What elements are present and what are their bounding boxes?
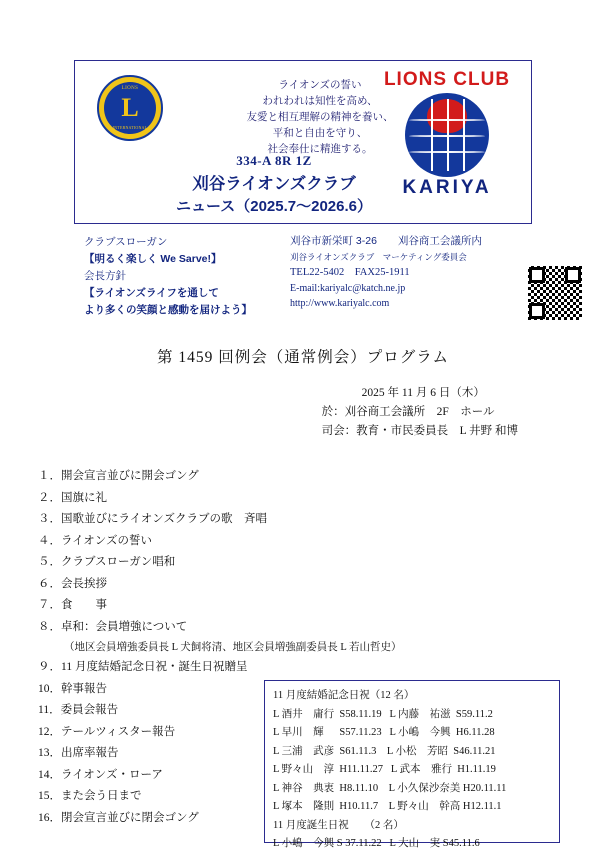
agenda-no-14: 14． xyxy=(38,768,61,781)
pledge-line-1: われわれは知性を高め、 xyxy=(262,95,378,107)
agenda-item-9 xyxy=(38,657,458,679)
agenda-item-1 xyxy=(38,466,458,488)
agenda-text-13: 出席率報告 xyxy=(61,747,119,759)
wedding-row-2: L 早川 輝 S57.11.23 L 小嶋 今興 H6.11.28 xyxy=(273,727,495,738)
pledge-line-3: 平和と自由を守り、 xyxy=(272,127,368,139)
agenda-text-11: 委員会報告 xyxy=(60,704,119,716)
page-title: 第 1459 回例会（通常例会）プログラム xyxy=(156,349,450,366)
agenda-no-9: ９． xyxy=(38,661,61,673)
agenda-item-7 xyxy=(38,595,458,617)
emblem-inner xyxy=(104,82,156,134)
meeting-chair: 司会：教育・市民委員長 L 井野 和博 xyxy=(321,425,518,437)
agenda-no-8: ８． xyxy=(38,620,61,633)
agenda-no-10: 10． xyxy=(38,682,61,695)
header-box xyxy=(74,60,532,224)
address-line-1: 刈谷市新栄町 3-26 刈谷商工会議所内 xyxy=(290,235,482,247)
address-email[interactable]: E-mail:kariyalc@katch.ne.jp xyxy=(290,282,406,294)
pledge-line-0: ライオンズの誓い xyxy=(278,79,362,91)
agenda-no-13: 13． xyxy=(38,747,61,759)
lions-international-emblem-icon xyxy=(97,75,163,141)
agenda-no-3: ３． xyxy=(38,513,61,525)
slogan-text-2a: 【ライオンズライフを通して xyxy=(84,287,219,299)
address-tel-fax: TEL22-5402 FAX25-1911 xyxy=(290,267,410,278)
slogan-label-2: 会長方針 xyxy=(84,270,126,282)
agenda-text-7: 食 事 xyxy=(61,599,107,611)
agenda-text-8: 卓和：会員増強について xyxy=(61,620,188,633)
wedding-anniversary-header: 11 月度結婚記念日祝（12 名） xyxy=(273,690,415,701)
club-address-block xyxy=(290,234,505,312)
agenda-item-8 xyxy=(38,617,458,639)
agenda-item-8-note: （地区会員増強委員長 L 犬飼将清、地区会員増強副委員長 L 若山哲史） xyxy=(64,642,402,653)
agenda-text-4: ライオンズの誓い xyxy=(61,534,152,547)
address-url[interactable]: http://www.kariyalc.com xyxy=(290,298,390,309)
club-name: 刈谷ライオンズクラブ xyxy=(192,175,356,193)
globe-lion-icon xyxy=(405,93,489,177)
agenda-text-3: 国歌並びにライオンズクラブの歌 斉唱 xyxy=(61,513,267,525)
wedding-row-1: L 酒井 庸行 S58.11.19 L 内藤 祐滋 S59.11.2 xyxy=(273,708,493,720)
qr-finder-bottom-left xyxy=(529,303,545,319)
meeting-meta xyxy=(322,384,518,441)
globe-longitude-3 xyxy=(463,99,465,171)
slogan-label-1: クラブスローガン xyxy=(84,236,168,248)
logo-kariya-text: KARIYA xyxy=(402,177,492,198)
agenda-text-12: テールツィスター報告 xyxy=(61,725,176,738)
agenda-text-2: 国旗に礼 xyxy=(61,491,107,504)
club-news-line: ニュース（2025.7～2026.6） xyxy=(175,198,372,215)
agenda-item-3 xyxy=(38,509,458,531)
agenda-no-6: ６． xyxy=(38,577,61,590)
globe-longitude-1 xyxy=(447,99,449,171)
agenda-text-16: 閉会宣言並びに閉会ゴング xyxy=(61,811,199,824)
logo-lions-club-text: LIONS CLUB xyxy=(383,69,511,90)
meeting-place: 於：刈谷商工会議所 2F ホール xyxy=(321,406,495,418)
agenda-item-4 xyxy=(38,531,458,553)
birthday-row-1: L 小嶋 今興 S 37.11.22 L 大山 実 S45.11.6 xyxy=(273,838,480,849)
agenda-item-2 xyxy=(38,488,458,510)
pledge-line-2: 友愛と相互理解の精神を養い、 xyxy=(246,111,394,123)
anniversary-box xyxy=(264,680,560,849)
agenda-text-6: 会長挨拶 xyxy=(61,577,107,590)
agenda-no-2: ２． xyxy=(38,491,61,504)
agenda-no-1: １． xyxy=(38,470,61,482)
agenda-no-12: 12． xyxy=(38,725,61,738)
agenda-text-10: 幹事報告 xyxy=(61,682,107,695)
emblem-bottom-text: INTERNATIONAL xyxy=(112,125,148,130)
agenda-item-6 xyxy=(38,574,458,596)
agenda-no-7: ７． xyxy=(38,599,61,611)
wedding-row-6: L 塚本 隆則 H10.11.7 L 野々山 幹高 H12.11.1 xyxy=(273,801,502,812)
agenda-no-5: ５． xyxy=(38,556,61,568)
agenda-no-15: 15． xyxy=(38,790,61,802)
wedding-row-5: L 神谷 典衷 H8.11.10 L 小久保沙奈美 H20.11.11 xyxy=(273,782,507,794)
slogan-text-1: 【明るく楽しく We Sarve!】 xyxy=(84,253,222,265)
address-line-2: 刈谷ライオンズクラブ マーケティング委員会 xyxy=(290,251,467,262)
wedding-row-4: L 野々山 淳 H11.11.27 L 武本 雅行 H1.11.19 xyxy=(273,764,496,775)
qr-code-icon[interactable] xyxy=(528,266,582,320)
agenda-no-4: ４． xyxy=(38,534,61,547)
globe-longitude-2 xyxy=(431,99,433,171)
agenda-no-11: 11． xyxy=(38,704,61,716)
slogan-text-2b: より多くの笑顔と感動を届けよう】 xyxy=(84,304,252,316)
agenda-item-5 xyxy=(38,552,458,574)
emblem-top-text: LIONS xyxy=(121,86,139,91)
emblem-letter: L xyxy=(121,93,139,122)
agenda-text-9: 11 月度結婚記念日祝・誕生日祝贈呈 xyxy=(61,661,248,673)
pledge-line-4: 社会奉仕に精進する。 xyxy=(267,143,373,155)
birthday-header: 11 月度誕生日祝 （2 名） xyxy=(273,819,404,831)
club-code: 334-A 8R 1Z xyxy=(236,153,312,168)
agenda-text-14: ライオンズ・ローア xyxy=(61,768,163,781)
agenda-text-5: クラブスローガン唱和 xyxy=(61,556,176,568)
meeting-date: 2025 年 11 月 6 日（木） xyxy=(361,387,485,399)
club-slogan-block xyxy=(84,234,284,319)
agenda-no-16: 16． xyxy=(38,811,61,824)
wedding-row-3: L 三浦 武彦 S61.11.3 L 小松 芳昭 S46.11.21 xyxy=(273,745,496,757)
agenda-text-1: 開会宣言並びに開会ゴング xyxy=(61,470,199,482)
agenda-text-15: また会う日まで xyxy=(61,790,142,802)
club-title-block xyxy=(149,153,399,218)
